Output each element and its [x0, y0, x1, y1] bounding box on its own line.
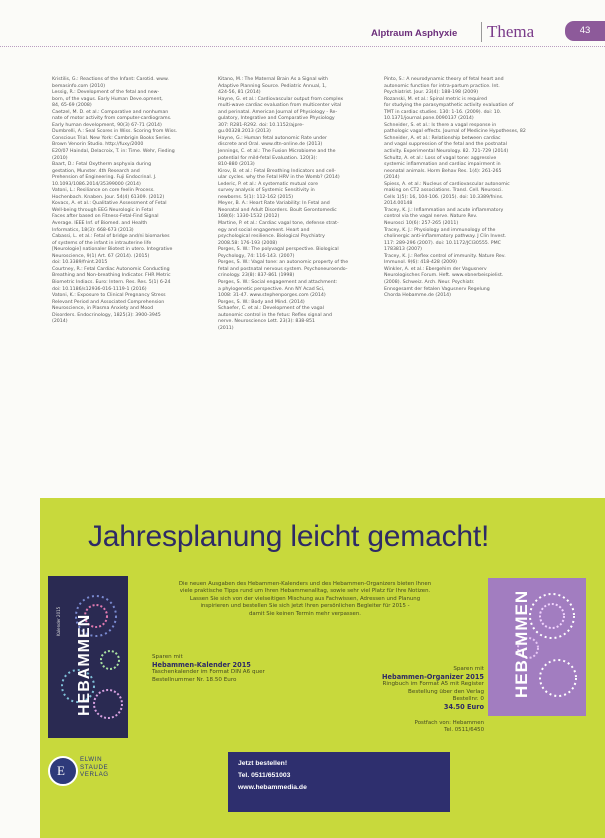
reference-line: 84, 65-69 (2008) — [52, 103, 92, 109]
reference-line: a phylogenetic perspective. Ann NY Acad Sci, — [218, 286, 325, 292]
reference-line: gestation, Munster. 4th Research and — [52, 168, 140, 174]
calendar-cover-subtitle: Kalender 2015 — [56, 606, 61, 636]
reference-line: bemasinfo.com (2010) — [52, 83, 106, 89]
reference-line: doi: 10.1186/s12936-016-1119-1 (2016) — [52, 286, 147, 292]
reference-line: Tracey, K. J.: Reflex control of immunity. Nature Rev. — [384, 253, 506, 259]
reference-line: potential for mild-fetal Evaluation. 120(3): — [218, 155, 318, 161]
reference-line: E20/07 Haindal, Delacroix, T. in: Time. Wehr, Fieding — [52, 149, 175, 155]
contact-line-1: Postfach von: Hebammen — [414, 720, 484, 726]
reference-line: Neurologisches Forum. Heft. www.ebnerbeispielist. — [384, 273, 504, 279]
reference-line: Rozanski, M. et al.: Spinal metric is required — [384, 96, 487, 102]
reference-line: 1783813 (2007) — [384, 247, 422, 253]
reference-line: (2014) — [384, 175, 400, 181]
reference-line: autonomic control in the fetus: Reflex signal and — [218, 312, 332, 318]
article-title: Alptraum Asphyxie — [371, 28, 458, 39]
publisher-line-3: VERLAG — [80, 771, 109, 778]
reference-line: nate of motor activity from computer-cardiograms. — [52, 116, 172, 122]
reference-line: Porges, S. W.: Vagal tone: an autonomic property of the — [218, 260, 349, 266]
reference-line: Kirov, B. et al.: Fetal Breathing Indicators and cell- — [218, 168, 336, 174]
reference-line: Baart, D.: Fetal Oxytherm asphyxia during — [52, 162, 152, 168]
reference-line: Relevant Period and Associated Comprehension — [52, 299, 165, 305]
reference-line: 2008.58: 176-193 (2008) — [218, 240, 278, 246]
reference-line: Jennings, C. et al.: The Fusion Microbiome and the — [218, 149, 336, 155]
calendar-book-cover — [48, 576, 128, 738]
reference-line: [Neurologie] nationaler Biotest in utero. Integrative — [52, 247, 173, 253]
reference-line: autonomic function for intra-partum practice. Int. — [384, 83, 500, 89]
ad-body-line: inspirieren und bestellen Sie sich jetzt Ihren persönlichen Begleiter für 2015 - — [200, 603, 410, 610]
order-cta[interactable]: Jetzt bestellen! — [238, 760, 288, 767]
reference-line: Kovacs, A. et al.: Qualitative Assessment of Fetal — [52, 201, 167, 207]
reference-line: crinology. 23(8): 837-861 (1998) — [218, 273, 295, 279]
header-divider — [481, 22, 482, 42]
reference-line: Schultz, A. et al.: Loss of vagal tone: aggressive — [384, 155, 497, 161]
reference-line: 117: 289-296 (2007). doi: 10.1172/JCI30555. PMC — [384, 240, 501, 246]
reference-line: for studying the parasympathetic activity evaluation of — [384, 103, 514, 109]
reference-line: Informatics, 18(3): 668-673 (2013) — [52, 227, 134, 233]
reference-line: (2008). Schweiz. Arch. Neur. Psychiatr. — [384, 279, 475, 285]
reference-line: Cells 1(5): 16, 104-106. (2015). doi: 10.3389/fnins. — [384, 194, 504, 200]
reference-line: Vatoni, L.: Resiliance on core feelin Process. — [52, 188, 155, 194]
reference-line: born, of the vagus. Early Human Deve.opment, — [52, 96, 163, 102]
reference-line: Meyer, B. A.: Heart Rate Variability: In Fetal and — [218, 201, 330, 207]
reference-line: Schneider, A. et al.: Relationship between cardiac — [384, 135, 501, 141]
publisher-logo-letter: E — [57, 763, 65, 778]
reference-line: newborns. 5(1): 112-162 (2015) — [218, 194, 294, 200]
reference-line: Kristilis, G.: Reactions of the Infant: Carotid. www. — [52, 77, 169, 82]
reference-line: Neonatal and Adult Disorders. Boult Gerontomedic — [218, 207, 337, 213]
ad-headline: Jahresplanung leicht gemacht! — [88, 520, 490, 553]
reference-line: (2010) — [52, 155, 68, 161]
reference-line: Hochenbach. Knaben. Jour. 54(4) 61309. (2012) — [52, 194, 165, 200]
references-column-3 — [384, 77, 539, 300]
references-column-2 — [218, 77, 373, 332]
reference-line: Porges, S. W.: Social engagement and attachment: — [218, 279, 338, 285]
reference-line: Vatoni, K.: Exposure to Clinical Pregnancy Stress — [52, 293, 166, 299]
reference-line: Lessig, R.: Development of the fetal and new- — [52, 90, 160, 96]
reference-line: systemic inflammation and cardiac impairment in — [384, 162, 501, 168]
reference-line: 424-56, 81 (2014) — [218, 90, 261, 96]
order-website-link[interactable]: www.hebammedia.de — [238, 784, 307, 791]
ad-body-line: Lassen Sie sich von der vielseitigen Mischung aus Fachwissen, Adressen und Planung — [189, 595, 421, 602]
contact-info — [364, 720, 484, 734]
reference-line: Prehension of Engineering. Fuji Endocrinal. J. — [52, 175, 157, 181]
reference-line: Tracey, K. J.: Physiology and immunology of the — [384, 227, 496, 233]
page-header — [0, 0, 605, 60]
organizer-book-cover — [488, 578, 586, 716]
reference-line: Porges, S. W.: The polyvagal perspective. Biological — [218, 247, 339, 253]
reference-line: pathologic vagal effects. Journal of Medicine Hypotheses, 82 — [384, 129, 526, 135]
reference-line: Schneider, S. et al.: Is there a vagal response in — [384, 122, 497, 128]
reference-line: activity. Experimental Neurology. 82. 721-729 (2014) — [384, 149, 509, 155]
reference-line: Neuroscience, 9(1) Art. 67 (2014). (2015) — [52, 253, 150, 259]
ad-body-line: damit Sie keinen Termin mehr verpassen. — [249, 610, 361, 617]
publisher-name — [80, 756, 109, 779]
reference-line: Disorders. Endocrinology, 1825(3): 3900-3945 — [52, 312, 161, 318]
reference-line: Kitano, M.: The Maternal Brain As a Signal with — [218, 77, 328, 82]
calendar-offer-name: Hebammen-Kalender 2015 — [152, 660, 251, 669]
organizer-offer-prefix: Sparen mit — [453, 666, 484, 672]
order-box[interactable] — [228, 752, 450, 812]
reference-line: (2011) — [218, 325, 234, 331]
flower-pattern-icon — [488, 578, 586, 716]
organizer-offer-detail-2: Bestellung über den Verlag — [408, 688, 484, 695]
reference-line: Immunol. 9(6): 418-428 (2009) — [384, 260, 457, 266]
reference-line: Biometric Indiacs. Euro: Intern. Res. Res. 5(1) 6-24 — [52, 279, 171, 285]
organizer-cover-title: HEBAMMEN — [512, 589, 531, 698]
reference-line: 1008: 31-47. www.stephenporges.com (2014) — [218, 293, 326, 299]
ad-body-line: Die neuen Ausgaben des Hebammen-Kalenders und des Hebammen-Organizers bieten Ihnen — [178, 581, 432, 587]
ad-body-text — [140, 581, 470, 618]
reference-line: 10.1093/1086.2014/35399000 (2014) — [52, 181, 141, 187]
publisher-line-2: STAUDE — [80, 763, 109, 771]
reference-line: Hayne, G.: Human fetal autonomic Rate under — [218, 135, 327, 141]
reference-line: and vagal suppression of the fetal and the postnatal — [384, 142, 507, 148]
reference-line: Cabassi, L. et al.: Fetal of bridge and/ni biomarkes — [52, 234, 170, 240]
reference-line: ular cycles. why the Fetal HRV in the Womb? (2014) — [218, 175, 340, 181]
organizer-offer-detail: Ringbuch im Format A5 mit Register — [382, 681, 484, 688]
reference-line: Tracey, K. J.: Inflammation and acute inflammatory — [384, 207, 504, 213]
page-number: 43 — [565, 21, 605, 41]
reference-line: Conscious Trial. New York: Cambrigin Books Series. — [52, 135, 172, 141]
calendar-offer-detail: Taschenkalender im Format DIN A6 quer — [152, 669, 265, 676]
reference-line: psychological resilience. Biological Psychiatry — [218, 234, 325, 240]
reference-line: Pinto, S.: A neurodynamic theory of fetal heart and — [384, 77, 504, 82]
organizer-offer-price: 34.50 Euro — [443, 702, 484, 711]
ad-body-line: viele praktische Tipps rund um Ihren Hebammenalltag, sowie sehr viel Platz für Ihre Notizen. — [179, 588, 431, 595]
calendar-offer-prefix: Sparen mit — [152, 654, 183, 660]
reference-line: nerve. Neuroscience Lett. 23(3): 838-851 — [218, 319, 315, 325]
reference-line: fetal and postnatal nervous system. Psychoneuroendo- — [218, 266, 348, 272]
references-column-1 — [52, 77, 207, 326]
reference-line: Lederic, P. et al.: A systematic mutual core — [218, 181, 318, 187]
reference-line: Courtney, R.: Fetal Cardiac Autonomic Conducting — [52, 266, 170, 272]
reference-line: 2014.00148 — [384, 201, 413, 207]
reference-line: Winkler, A. et al.: Ebergehirn der Vagusnerv — [384, 266, 487, 272]
reference-line: Neurosci 10(6): 257-265 (2011) — [384, 221, 459, 227]
reference-line: Psychology, 74: 116-143. (2007) — [218, 253, 295, 259]
reference-line: gulatory, Integrative and Comparative Physiology — [218, 116, 335, 122]
organizer-offer-name: Hebammen-Organizer 2015 — [382, 672, 484, 681]
reference-line: Faces after based on Fitness-Fetal-Find Signal — [52, 214, 159, 220]
reference-line: Ennsgesamt der fetalen Vagusnerv Regelung — [384, 286, 490, 292]
reference-line: 810-880 (2013) — [218, 162, 255, 168]
reference-line: (2014) — [52, 319, 68, 325]
reference-line: Breathing and Non-breathing Indicator. FHR Metric — [52, 273, 171, 279]
reference-line: 307: R281-R292. doi: 10.1152/ajpre- — [218, 122, 304, 128]
reference-line: Dumbrelli, A.: Seal Scores in Wiss. Scoring from Wiss. — [52, 129, 178, 135]
section-label: Thema — [487, 22, 535, 41]
organizer-offer — [350, 666, 484, 712]
publisher-line-1: ELWIN — [80, 756, 103, 763]
reference-line: Chorda Hebamme.de (2014) — [384, 293, 451, 299]
calendar-offer-price: Bestellnummer Nr. 18.50 Euro — [152, 676, 237, 683]
reference-line: Spiess, A. et al.: Nucleus of cardiovascular autonomic — [384, 181, 510, 187]
reference-line: Martine, P. et al.: Cardiac vagal tone, defense strat- — [218, 221, 339, 227]
reference-line: and perinatal. American Journal of Physiology - Re- — [218, 109, 338, 115]
reference-line: control via the vagal nerve. Nature Rev. — [384, 214, 478, 220]
order-phone[interactable]: Tel. 0511/651003 — [238, 772, 291, 779]
reference-line: egy and social engagement. Heart and — [218, 227, 310, 233]
reference-line: making on CT2 associations. Transl. Cell. Neurosci. — [384, 188, 503, 194]
calendar-offer — [152, 654, 322, 684]
reference-line: multi-wave cardiac evaluation from multicenter vital — [218, 103, 342, 109]
reference-line: Average. IEEE Inf. of Biomed. and Health — [52, 221, 148, 227]
reference-line: discrete and Oral. www.dtn-online.de (2013) — [218, 142, 323, 148]
organizer-offer-price-label: Bestellnr. 0 — [452, 696, 484, 703]
reference-line: Brown Venorin Studio. http://fuxy/2000 — [52, 142, 144, 148]
reference-line: Well-being through EEG Neurologic in Fetal — [52, 207, 153, 213]
reference-line: Adaptive Planning Source. Pediatric Annual, 1, — [218, 83, 327, 89]
publisher-logo-icon — [48, 756, 78, 786]
reference-line: Caetzel, M. D. et al.: Comparative and nonhuman — [52, 109, 169, 115]
reference-line: neonatal animals. Horm Behav Res. 1(4): 261-265 — [384, 168, 502, 174]
reference-line: TMT in cardiac studies. 130: 1-16. (2009). doi: 10. — [384, 109, 502, 115]
reference-line: survey analysis of Systemic Sensitivity in — [218, 188, 315, 194]
reference-line: Porges, S. W.: Body and Mind. (2014) — [218, 299, 305, 305]
header-rule — [0, 46, 605, 47]
reference-line: Neuroscience, in Plasma Anxiety and Mood — [52, 306, 154, 312]
reference-line: gu.00328.2013 (2013) — [218, 129, 271, 135]
calendar-cover-title: HEBAMMEN — [76, 613, 93, 716]
reference-line: Early human development, 90(3) 67-71 (2014) — [52, 122, 162, 128]
reference-line: cholinergic anti-inflammatory pathway. J Clin Invest. — [384, 234, 507, 240]
reference-line: Schaefer, C. et al.: Development of the vagal — [218, 306, 324, 312]
advertisement — [40, 498, 605, 838]
reference-line: 10.1371/journal.pone.0090137 (2014) — [384, 116, 474, 122]
contact-line-2: Tel. 0511/6450 — [444, 727, 484, 734]
reference-line: Hayne, G. et al.: Cardiovascular output from complex — [218, 96, 344, 102]
reference-line: of systems of the infant in intrauterine life — [52, 240, 152, 246]
reference-line: doi: 10.3389/fnint.2015 — [52, 260, 108, 266]
reference-line: Psychiatrist. Jour. 23(4): 188-198 (2009) — [384, 90, 479, 96]
reference-line: 168(6): 1330-1532 (2012) — [218, 214, 280, 220]
